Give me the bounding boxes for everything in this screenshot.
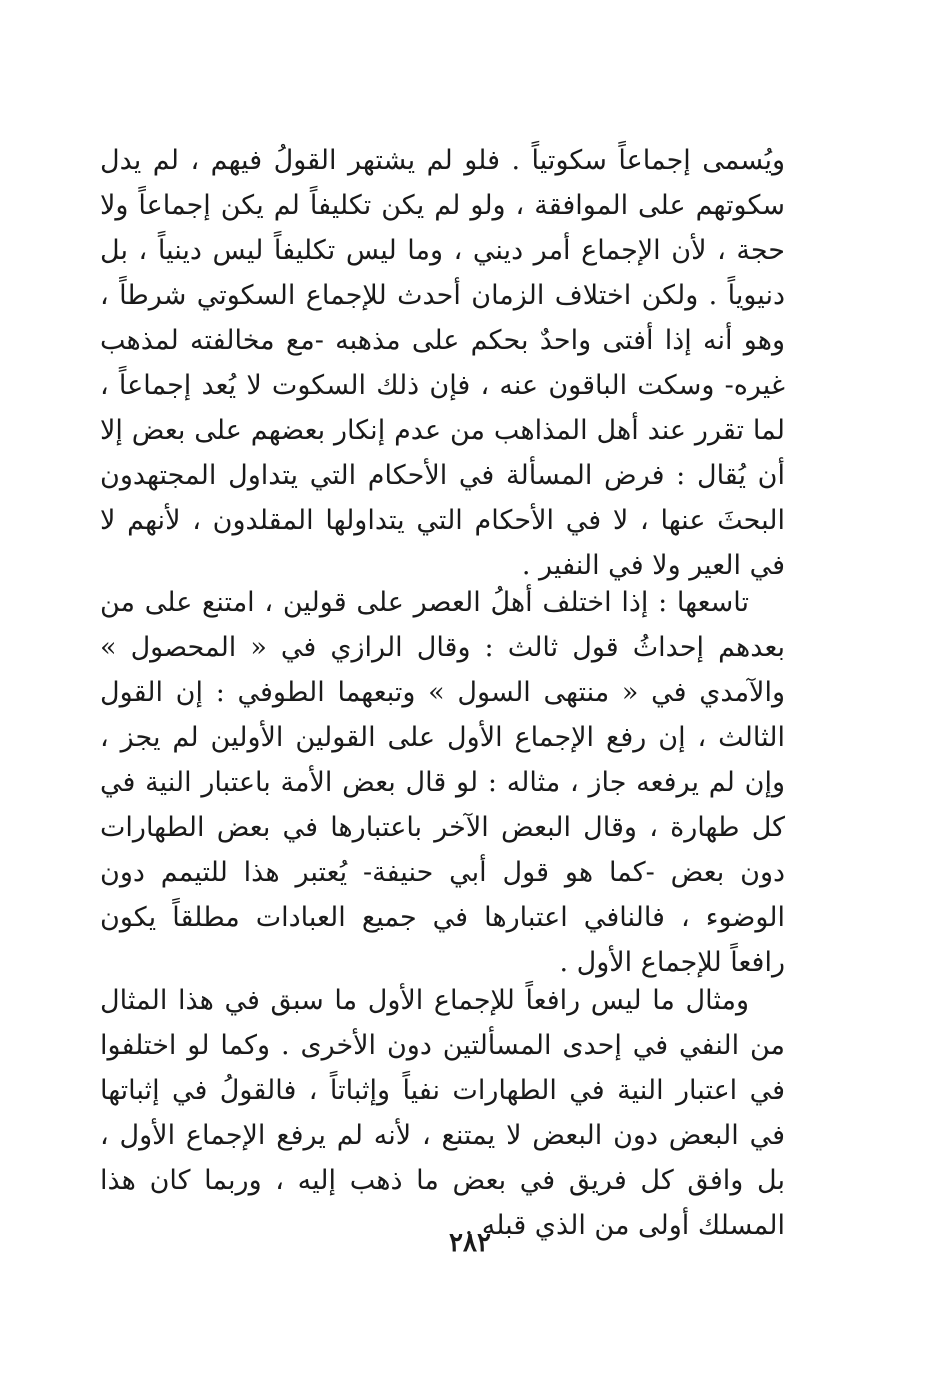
paragraph-example: ومثال ما ليس رافعاً للإجماع الأول ما سبق في هذا المثال من النفي في إحدى المسألتين دون الأخرى . وكما لو اختلفوا في اعتبار النية في الطهارات نفياً وإثباتاً ، فالقولُ في إثباتها في البعض دون البعض لا يمتنع ، لأنه لم يرفع الإجماع الأول ، بل وافق كل فريق في بعض ما ذهب إليه ، وربما كان هذا المسلك أولى من الذي قبله .: [100, 985, 785, 1241]
paragraph-silent-consensus: ويُسمى إجماعاً سكوتياً . فلو لم يشتهر القولُ فيهم ، لم يدل سكوتهم على الموافقة ، ولو لم يكن تكليفاً لم يكن إجماعاً ولا حجة ، لأن الإجماع أمر ديني ، وما ليس تكليفاً ليس دينياً ، بل دنيوياً . ولكن اختلاف الزمان أحدث للإجماع السكوتي شرطاً ، وهو أنه إذا أفتى واحدٌ بحكم على مذهبه -مع مخالفته لمذهب غيره- وسكت الباقون عنه ، فإن ذلك السكوت لا يُعد إجماعاً ، لما تقرر عند أهل المذاهب من عدم إنكار بعضهم على بعض إلا أن يُقال : فرض المسألة في الأحكام التي يتداول المجتهدون البحثَ عنها ، لا في الأحكام التي يتداولها المقلدون ، لأنهم لا في العير ولا في النفير .: [100, 145, 785, 581]
paragraph-ninth-point: تاسعها : إذا اختلف أهلُ العصر على قولين ، امتنع على من بعدهم إحداثُ قول ثالث : وقال الرازي في « المحصول » والآمدي في « منتهى السول » وتبعهما الطوفي : إن القول الثالث ، إن رفع الإجماع الأول على القولين الأولين لم يجز ، وإن لم يرفعه جاز ، مثاله : لو قال بعض الأمة باعتبار النية في كل طهارة ، وقال البعض الآخر باعتبارها في بعض الطهارات دون بعض -كما هو قول أبي حنيفة- يُعتبر هذا للتيمم دون الوضوء ، فالنافي اعتبارها في جميع العبادات مطلقاً يكون رافعاً للإجماع الأول .: [100, 587, 786, 978]
page-number: ٢٨٢: [449, 1228, 491, 1258]
